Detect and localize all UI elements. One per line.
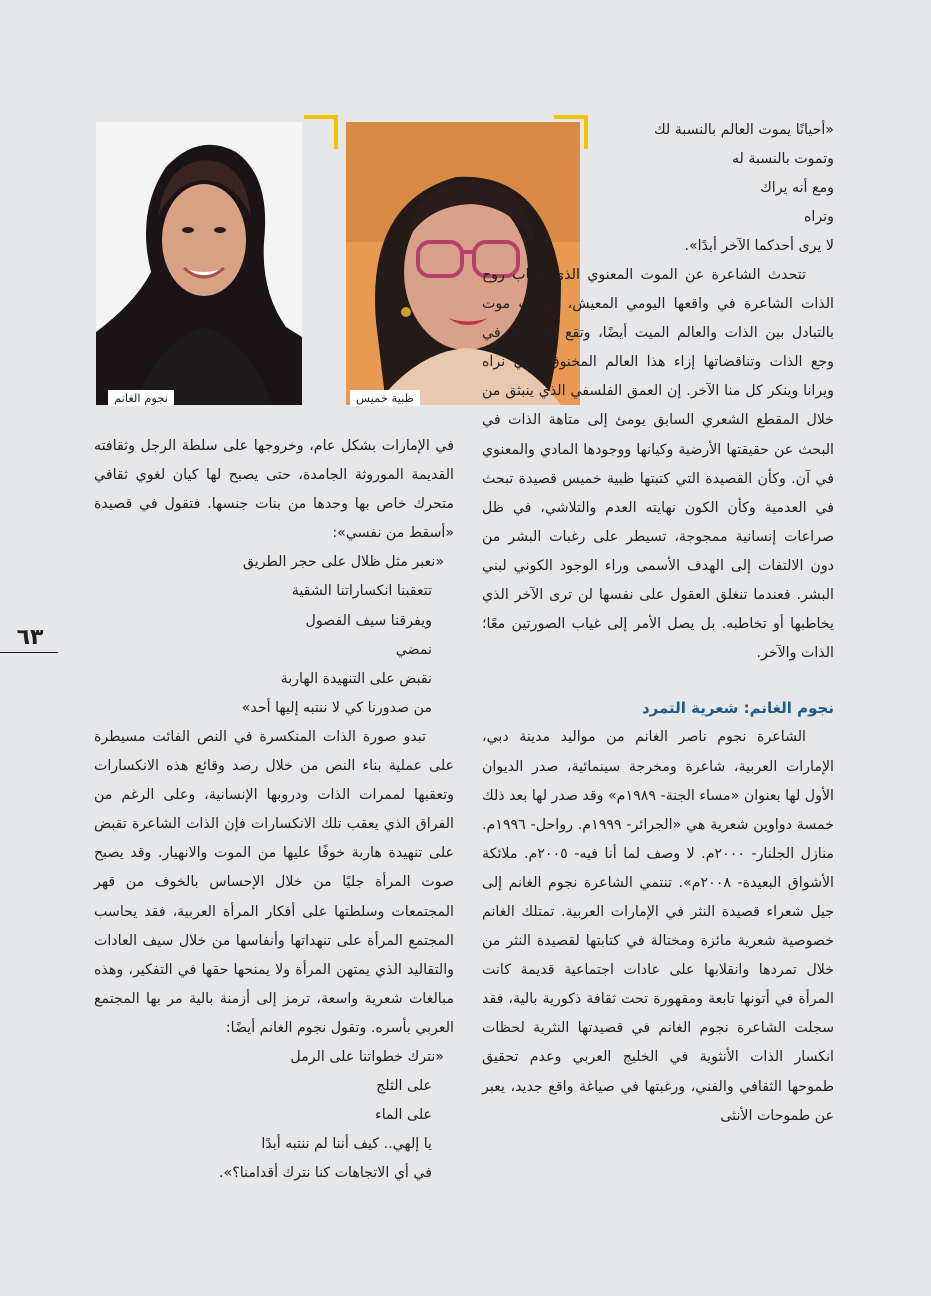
verse-line: ومع أنه يراك — [760, 180, 834, 197]
page-number-rule — [0, 652, 58, 653]
verse-line: لا يرى أحدكما الآخر أبدًا». — [684, 238, 834, 255]
verse-line: من صدورنا كي لا ننتبه إليها أحد» — [241, 699, 432, 716]
right-column-body — [482, 261, 834, 1131]
page-number: ٦٣ — [16, 625, 44, 650]
photo-najoum-alghanem — [96, 122, 302, 405]
photo-accent-corner-left — [304, 115, 338, 149]
verse-line: «نترك خطواتنا على الرمل — [290, 1048, 444, 1065]
verse-line: «نعبر مثل ظلال على حجر الطريق — [242, 554, 444, 571]
verse-line: في أي الاتجاهات كنا نترك أقدامنا؟». — [219, 1165, 432, 1182]
verse-line: وتراه — [803, 209, 834, 226]
paragraph: في الإمارات بشكل عام، وخروجها على سلطة الرجل وثقافته القديمة الموروثة الجامدة، حتى يصبح لها كيان لغوي ثقافي متحرك خاص بها وحدها من بنات جنسها. فتقول في قصيدة «أسقط من نفسي»: — [94, 438, 454, 542]
left-column — [94, 432, 454, 1188]
left-verse-1 — [94, 548, 454, 723]
paragraph: الشاعرة نجوم ناصر الغانم من مواليد مدينة دبي، الإمارات العربية، شاعرة ومخرجة سينمائية، صدر الديوان الأول لها بعنوان «مساء الجنة- ١٩٨٩م» وقد صدر لها بعد ذلك خمسة دواوين شعرية هي «الجرائر- ١٩٩٩م. رواحل- ١٩٩٦م. منازل الجلنار- ٢٠٠٠م. لا وصف لما أنا فيه- ٢٠٠٥م. ملائكة الأشواق البعيدة- ٢٠٠٨م». تنتمي الشاعرة نجوم الغانم إلى جيل شعراء قصيدة النثر في الإمارات العربية. تمتلك الغانم خصوصية شعرية مائزة ومختالة في كتابتها لقصيدة النثر من خلال تمردها وانقلابها على عادات اجتماعية قديمة كانت المرأة في أتونها تابعة ومقهورة تحت ثقافة ذكورية بالية، فقد سجلت الشاعرة نجوم الغانم في قصيدتها النثرية لحظات انكسار الذات الأنثوية في الخليج العربي وعدم تحقيق طموحها الثقافي والفني، ورغبتها في صياغة واقع جديد، يعبر عن طموحات الأنثى — [481, 729, 835, 1124]
paragraph: تبدو صورة الذات المنكسرة في النص الفائت مسيطرة على عملية بناء النص من خلال رصد وقائع هذه الانكسارات وتعقبها لممرات الذات ودروبها الإنسانية، وعلى الرغم من الفراق الذي يعقب تلك الانكسارات فإن الذات الشاعرة تقبض على تنهيدة هاربة خوفًا عليها من الموت والانهيار. وقد يصبح صوت المرأة جليًا من خلال الإحساس بالخوف من قهر المجتمعات وسلطتها على أفكار المرأة العربية، فقد يحاسب المجتمع المرأة على تنهداتها وأنفاسها من خلال سيف العادات والتقاليد الذي يمتهن المرأة ولا يمنحها حقها في التفكير، وهذه مبالغات شعرية واسعة، ترمز إلى أزمنة بالية مر بها المجتمع العربي بأسره. وتقول نجوم الغانم أيضًا: — [94, 728, 454, 1036]
verse-line: تتعقبنا انكساراتنا الشقية — [291, 583, 432, 600]
right-column — [596, 116, 834, 261]
left-verse-2 — [94, 1043, 454, 1188]
photo-accent-corner-right — [554, 115, 588, 149]
photo-caption-right: ظبية خميس — [350, 390, 420, 406]
right-verse-1 — [596, 116, 834, 261]
verse-line: على الماء — [375, 1107, 432, 1124]
verse-line: على الثلج — [376, 1078, 432, 1095]
photo-caption-left: نجوم الغانم — [108, 390, 174, 406]
paragraph: تتحدث الشاعرة عن الموت المعنوي الذي أصاب روح الذات الشاعرة في واقعها اليومي المعيش، فيحدث موت بالتبادل بين الذات والعالم الميت أيضًا، وتقع المفارقة في وجع الذات وتناقضاتها إزاء هذا العالم المخنوق الذي نراه ويرانا وينكر كل منا الآخر. إن العمق الفلسفي الذي ينبثق من خلال المقطع الشعري السابق يومئ إلى متاهة الذات في البحث عن حقيقتها الأرضية وكيانها ووجودها المادي والمعنوي في آن. وكأن القصيدة التي كتبتها ظبية خميس قصيدة تبحث في العدمية وكأن الكون نهايته العدم والتلاشي، في ظل صراعات إنسانية ممجوجة، تسيطر على رغبات البشر من دون الالتفات إلى الهدف الأسمى وراء الوجود الكوني لبني البشر. فعندما تنغلق العقول على نفسها لن ترى الآخر الذي يخاطبها أو تخاطبه. بل يصل الأمر إلى غياب الصورتين معًا؛ الذات والآخر. — [482, 267, 834, 662]
verse-line: نمضي — [395, 641, 432, 658]
verse-line: وتموت بالنسبة له — [731, 151, 834, 168]
section-heading: نجوم الغانم: شعرية التمرد — [641, 699, 834, 718]
verse-line: يا إلهي.. كيف أننا لم ننتبه أبدًا — [261, 1136, 432, 1153]
portrait-woman-hijab-image — [96, 122, 302, 405]
verse-line: نقبض على التنهيدة الهاربة — [280, 670, 432, 687]
verse-line: ويفرقنا سيف الفصول — [305, 612, 432, 629]
verse-line: «أحيانًا يموت العالم بالنسبة لك — [653, 122, 834, 138]
